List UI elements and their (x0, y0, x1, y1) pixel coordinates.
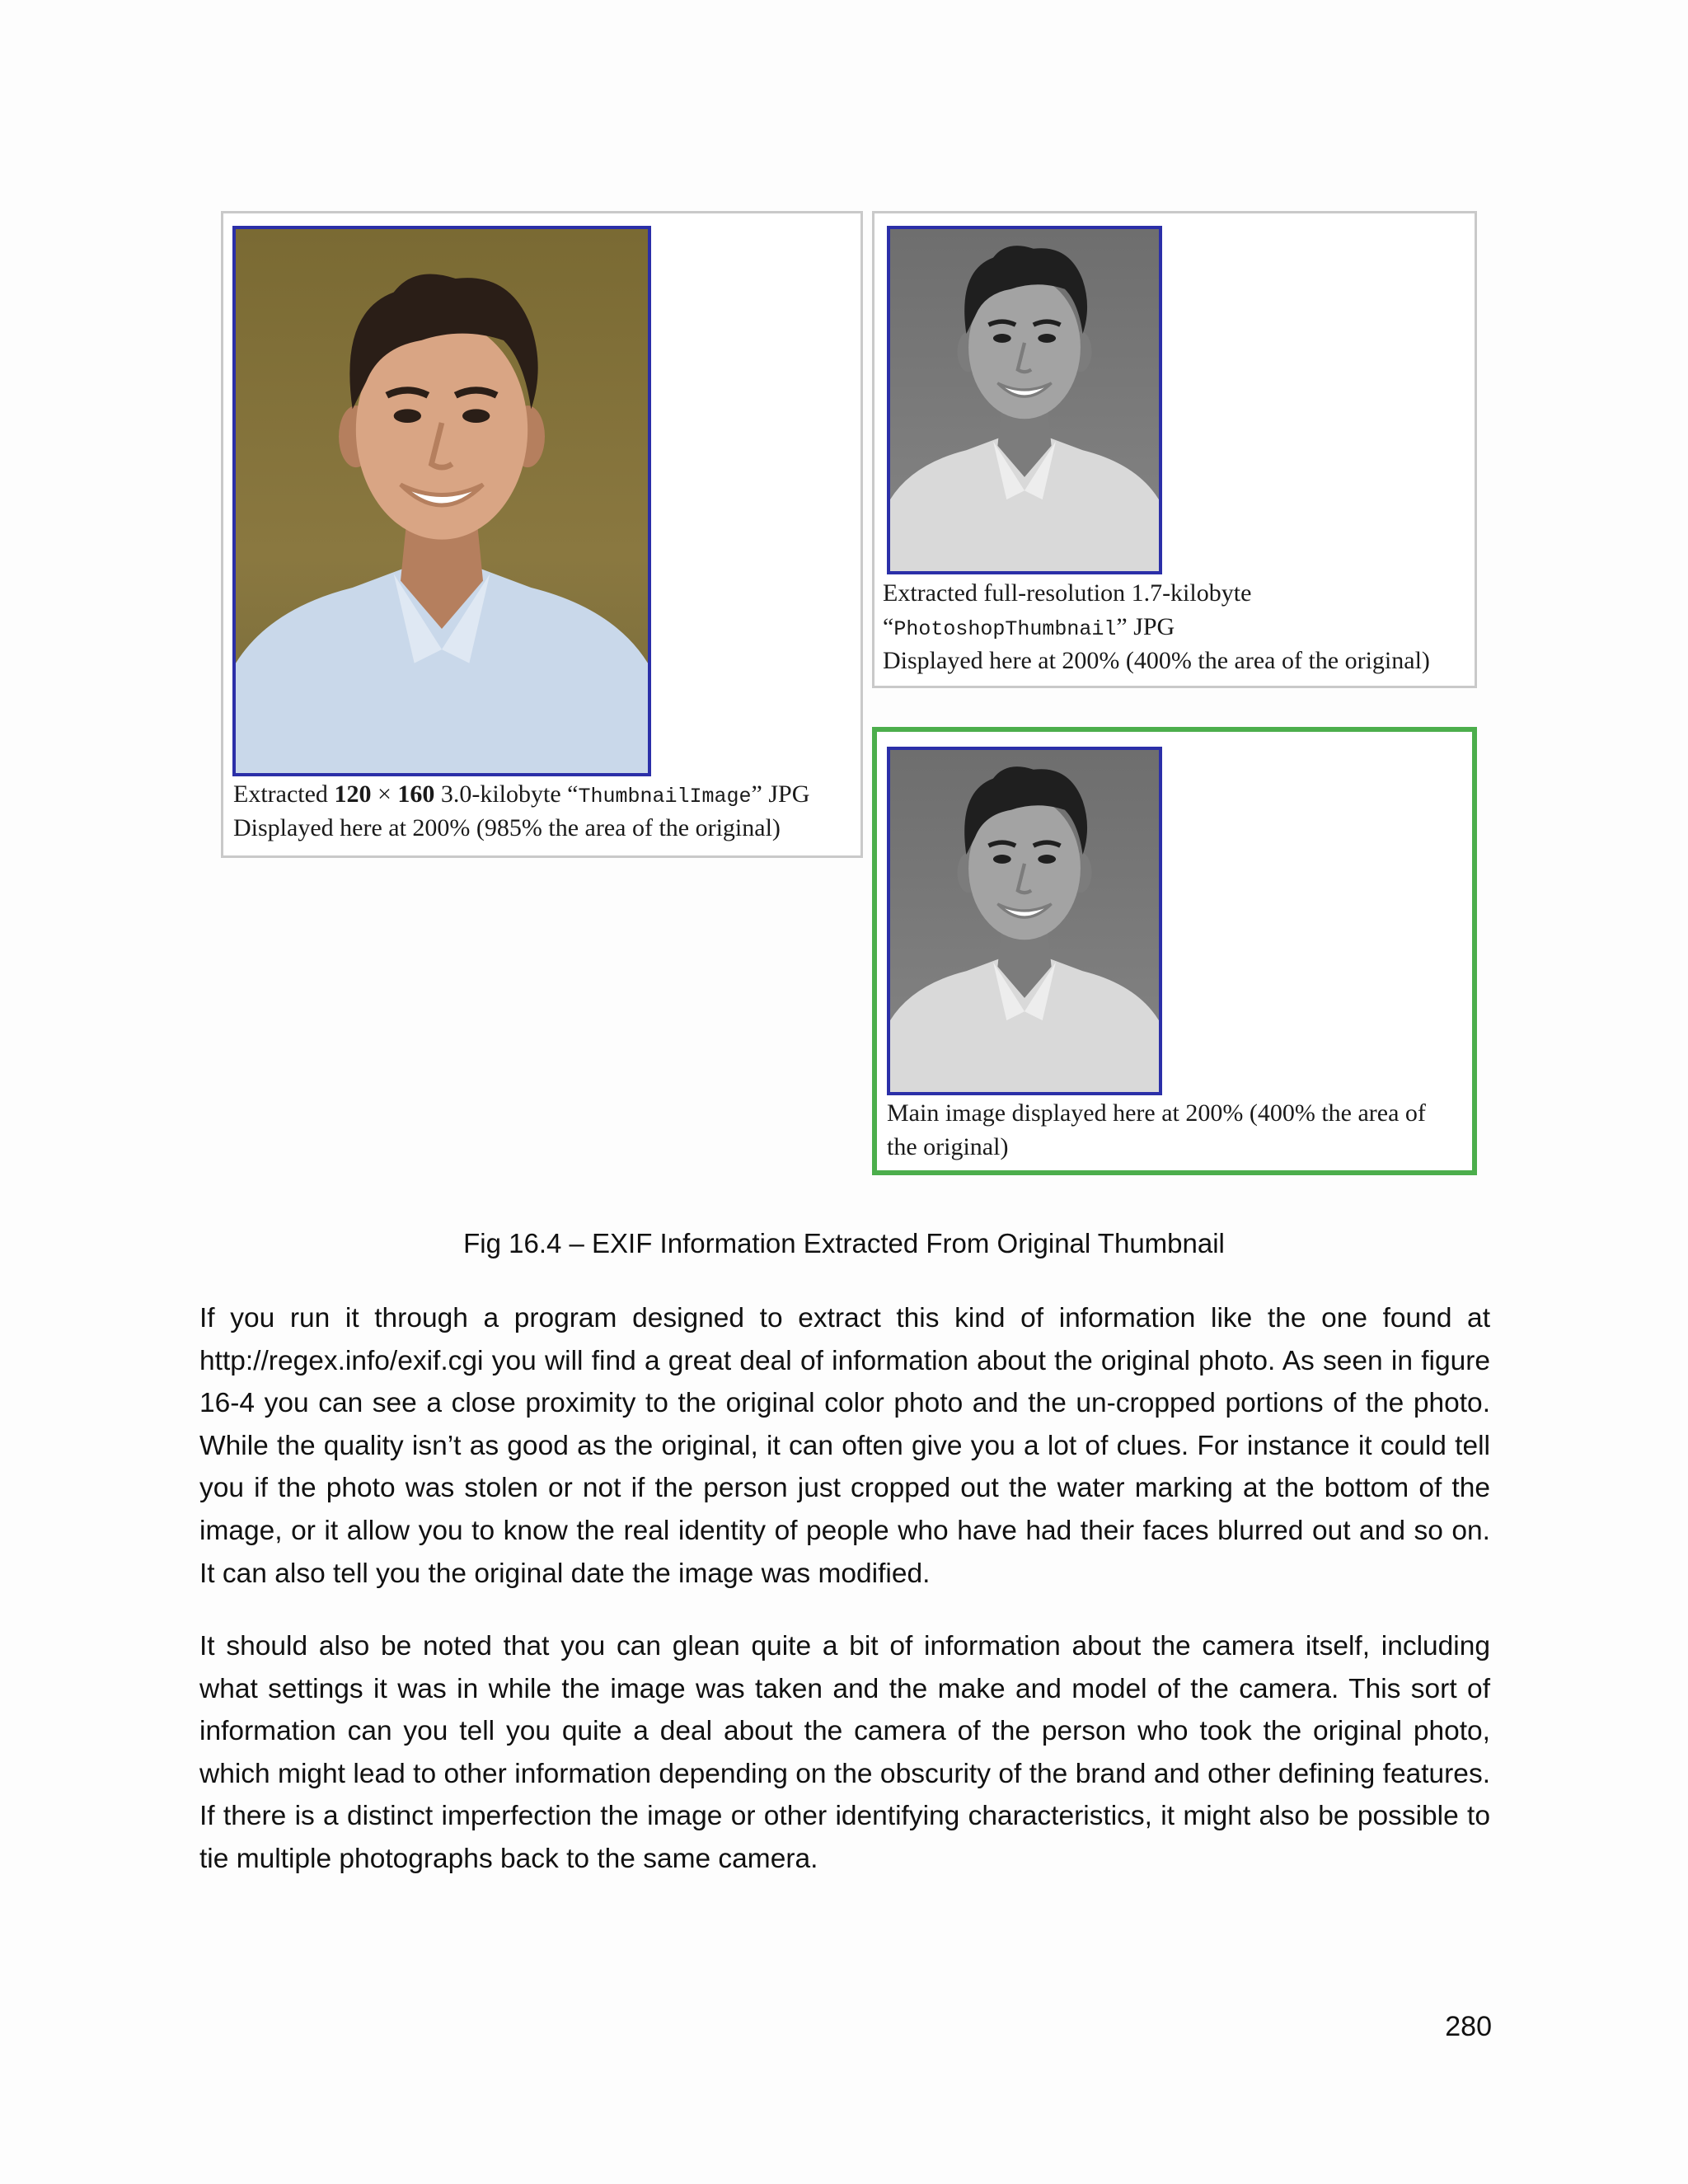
photoshop-caption-line3: Displayed here at 200% (400% the area of the original) (883, 647, 1430, 674)
main-grayscale-portrait-photo (887, 747, 1162, 1095)
body-paragraph-2: It should also be noted that you can glean quite a bit of information about the camera itself, including what settings it was in while the image was taken and the make and model of the camera. This sort of information can you tell you quite a deal about the camera of the person who took the original photo, which might lead to other information depending on the obscurity of the brand and other defining features. If there is a distinct imperfection the image or other identifying characteristics, it might also be possible to tie multiple photographs back to the same camera. (199, 1631, 1490, 1874)
color-portrait-photo (232, 226, 651, 776)
photoshop-thumbnail-panel (872, 211, 1477, 688)
photoshop-caption-line1: Extracted full-resolution 1.7-kilobyte (883, 579, 1252, 607)
figure-caption: Fig 16.4 – EXIF Information Extracted From Original Thumbnail (463, 1228, 1225, 1258)
body-paragraph-1: If you run it through a program designed to extract this kind of information like the one found at http://regex.info/exif.cgi you will find a great deal of information about the original photo. As seen in figure 16-4 you can see a close proximity to the original color photo and the un-cropped portions of the photo. While the quality isn’t as good as the original, it can often give you a lot of clues. For instance it could tell you if the photo was stolen or not if the person just cropped out the water marking at the bottom of the image, or it allow you to know the real identity of people who have had their faces blurred out and so on. It can also tell you the original date the image was modified. (199, 1303, 1490, 1589)
thumbnail-image-panel (221, 211, 863, 858)
main-caption-line1: Main image displayed here at 200% (400% the area of (887, 1099, 1426, 1127)
thumbnail-caption-line2: Displayed here at 200% (985% the area of the original) (233, 814, 781, 841)
grayscale-portrait-photo (887, 226, 1162, 574)
main-image-panel (872, 727, 1477, 1175)
main-caption-line2: the original) (887, 1133, 1009, 1160)
photoshop-caption-line2: “PhotoshopThumbnail” JPG (883, 613, 1175, 641)
page-number: 280 (1445, 2011, 1492, 2042)
thumbnail-caption-line1: Extracted 120 × 160 3.0-kilobyte “ThumbnailImage” JPG (233, 780, 810, 808)
